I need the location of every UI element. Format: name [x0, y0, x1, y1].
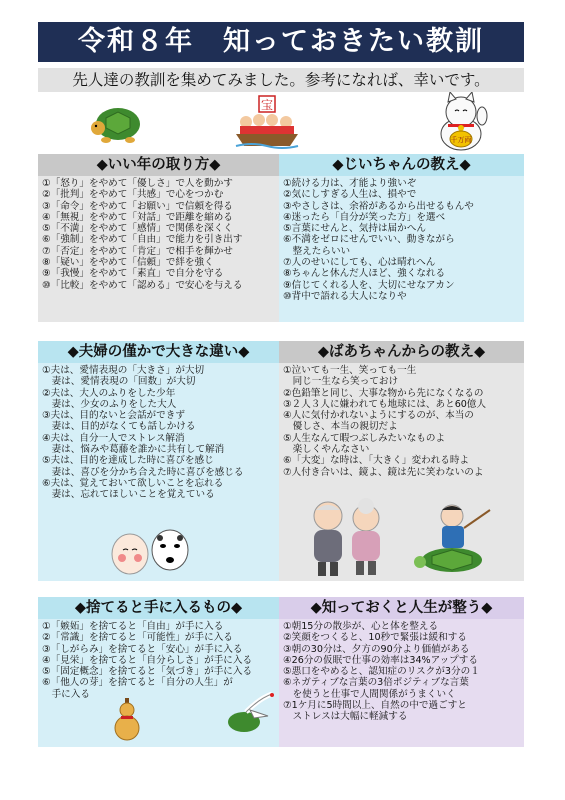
list-item: ⑥「大変」な時は、「大きく」変われる時よ [283, 455, 470, 467]
list-item: 妻は、悩みや葛藤を誰かに共有して解消 [42, 444, 225, 456]
section-heading: ◆いい年の取り方◆ [38, 154, 279, 176]
list-item: ④夫は、自分一人でストレス解消 [42, 432, 185, 444]
fortune-cat-icon [430, 92, 492, 152]
list-item: ①「嫉妬」を捨てると「自由」が手に入る [42, 621, 224, 632]
treasure-ship-icon [232, 94, 302, 150]
list-item: ②笑顔をつくると、10秒で緊張は緩和する [283, 632, 467, 644]
list-item: ③「命令」をやめて「お願い」で信頼を得る [42, 200, 233, 212]
list-item: ⑤悪口をやめると、認知症のリスクが3分の１ [283, 666, 480, 678]
list-item: ③２人３人に嫌われても地球には、あと60億人 [283, 398, 487, 410]
list-item: ⑤「不満」をやめて「感情」で関係を深くく [42, 223, 233, 235]
list-item: ④迷ったら「自分が笑った方」を選べ [283, 211, 446, 223]
list-item: ⑩「比較」をやめて「認める」で安心を与える [42, 279, 243, 291]
list-item: ⑥ネガティブな言葉の3倍ポジティブな言葉 [283, 677, 469, 689]
list-item: ⑨信じてくれる人を、大切にせなアカン [283, 279, 455, 291]
section-body [279, 619, 524, 747]
list-item: 妻は、忘れてほしいことを覚えている [42, 489, 215, 501]
list-item: ①泣いても一生、笑っても一生 [283, 365, 417, 376]
list-item: ①夫は、愛情表現の「大きさ」が大切 [42, 365, 205, 376]
list-item: ⑩背中で語れる大人になりや [283, 290, 407, 302]
list-item: ⑥「強制」をやめて「自由」で能力を引き出す [42, 234, 243, 246]
list-item: ⑤「固定概念」を捨てると「気づき」が手に入る [42, 666, 253, 678]
list-item: ⑥「他人の芽」を捨てると「自分の人生」が [42, 677, 233, 689]
list-item: 整えたらいい [283, 245, 351, 257]
list-item: ⑥不満をゼロにせんでいい、動きながら [283, 234, 455, 246]
section-heading: ◆ばあちゃんからの教え◆ [279, 341, 524, 363]
grandparents-icon [300, 498, 396, 578]
list-item: ⑦人付き合いは、鏡よ、鏡は先に笑わないのよ [283, 466, 484, 478]
list-item: ⑦人のせいにしても、心は晴れへん [283, 257, 436, 269]
section-jinsei [279, 597, 524, 747]
fortune-cat-sign: 千万両 [450, 136, 472, 144]
turtle-icon [88, 94, 148, 148]
section-jiichan [279, 154, 524, 322]
list-item: 楽しくやんなさい [283, 444, 370, 456]
section-heading: ◆夫婦の僅かで大きな違い◆ [38, 341, 279, 363]
list-item: ⑦1ケ月に5時間以上、自然の中で過ごすと [283, 700, 467, 712]
list-item: ①「怒り」をやめて「優しさ」で人を動かす [42, 178, 233, 189]
gourd-icon [112, 698, 142, 742]
crane-icon [224, 692, 276, 740]
page-subtitle: 先人達の教訓を集めてみました。参考になれば、幸いです。 [38, 68, 524, 92]
list-item: ②「批判」をやめて「共感」で心をつかむ [42, 189, 224, 201]
list-item: ⑥夫は、覚えておいて欲しいことを忘れる [42, 477, 224, 489]
list-item: ③朝の30分は、夕方の90分より価値がある [283, 643, 470, 655]
list-item: ストレスは大幅に軽減する [283, 711, 408, 723]
list-item: ⑨「我慢」をやめて「素直」で自分を守る [42, 268, 224, 280]
okame-mask-icon [108, 528, 194, 578]
list-item: ⑦「否定」をやめて「肯定」で相手を輝かせ [42, 245, 233, 257]
section-body [279, 176, 524, 322]
list-item: ③やさしさは、余裕があるから出せるもんや [283, 200, 474, 212]
list-item: ④「無視」をやめて「対話」で距離を縮める [42, 211, 233, 223]
list-item: ⑧「疑い」をやめて「信頼」で絆を強く [42, 257, 214, 269]
list-item: 妻は、愛情表現の「回数」が大切 [42, 376, 196, 388]
section-heading: ◆捨てると手に入るもの◆ [38, 597, 279, 619]
list-item: ②気にしすぎる人生は、損やで [283, 189, 417, 201]
list-item: ④26分の仮眠で仕事の効率は34%アップする [283, 654, 478, 666]
list-item: ⑤言葉にせんと、気持は届かへん [283, 223, 426, 235]
list-item: ④人に気付かれないようにするのが、本当の [283, 410, 474, 422]
list-item: ③「しがらみ」を捨てると「安心」が手に入る [42, 643, 243, 655]
svg-text:宝: 宝 [260, 98, 274, 112]
list-item: を使うと仕事で人間関係がうまくいく [283, 688, 456, 700]
list-item: ④「見栄」を捨てると「自分らしさ」が手に入る [42, 654, 253, 666]
list-item: ⑤人生なんて暇つぶしみたいなものよ [283, 432, 446, 444]
urashima-turtle-icon [412, 498, 494, 578]
list-item: 妻は、喜びを分かち合えた時に喜びを感じる [42, 466, 244, 478]
list-item: ①朝15分の散歩が、心と体を整える [283, 621, 439, 632]
list-item: 妻は、少女のふりをした大人 [42, 398, 177, 410]
section-body [38, 176, 279, 322]
list-item: ②夫は、大人のふりをした少年 [42, 387, 176, 399]
list-item: ②「常識」を捨てると「可能性」が手に入る [42, 632, 233, 644]
section-heading: ◆知っておくと人生が整う◆ [279, 597, 524, 619]
list-item: 手に入る [42, 688, 90, 700]
section-heading: ◆じいちゃんの教え◆ [279, 154, 524, 176]
page-title: 令和８年 知っておきたい教訓 [38, 22, 524, 62]
list-item: ⑧ちゃんと休んだ人ほど、強くなれる [283, 268, 446, 280]
list-item: ⑤夫は、目的を達成した時に喜びを感じ [42, 455, 214, 467]
list-item: 同じ一生なら笑っておけ [283, 376, 399, 388]
list-item: ②色鉛筆と同じ、大事な物から先になくなるの [283, 387, 484, 399]
section-ii-toshi [38, 154, 279, 322]
list-item: 優しさ、本当の親切だよ [283, 421, 398, 433]
list-item: 妻は、目的がなくても話しかける [42, 421, 196, 433]
list-item: ③夫は、目的ないと会話ができず [42, 410, 185, 422]
list-item: ①続ける力は、才能より強いぞ [283, 178, 417, 189]
